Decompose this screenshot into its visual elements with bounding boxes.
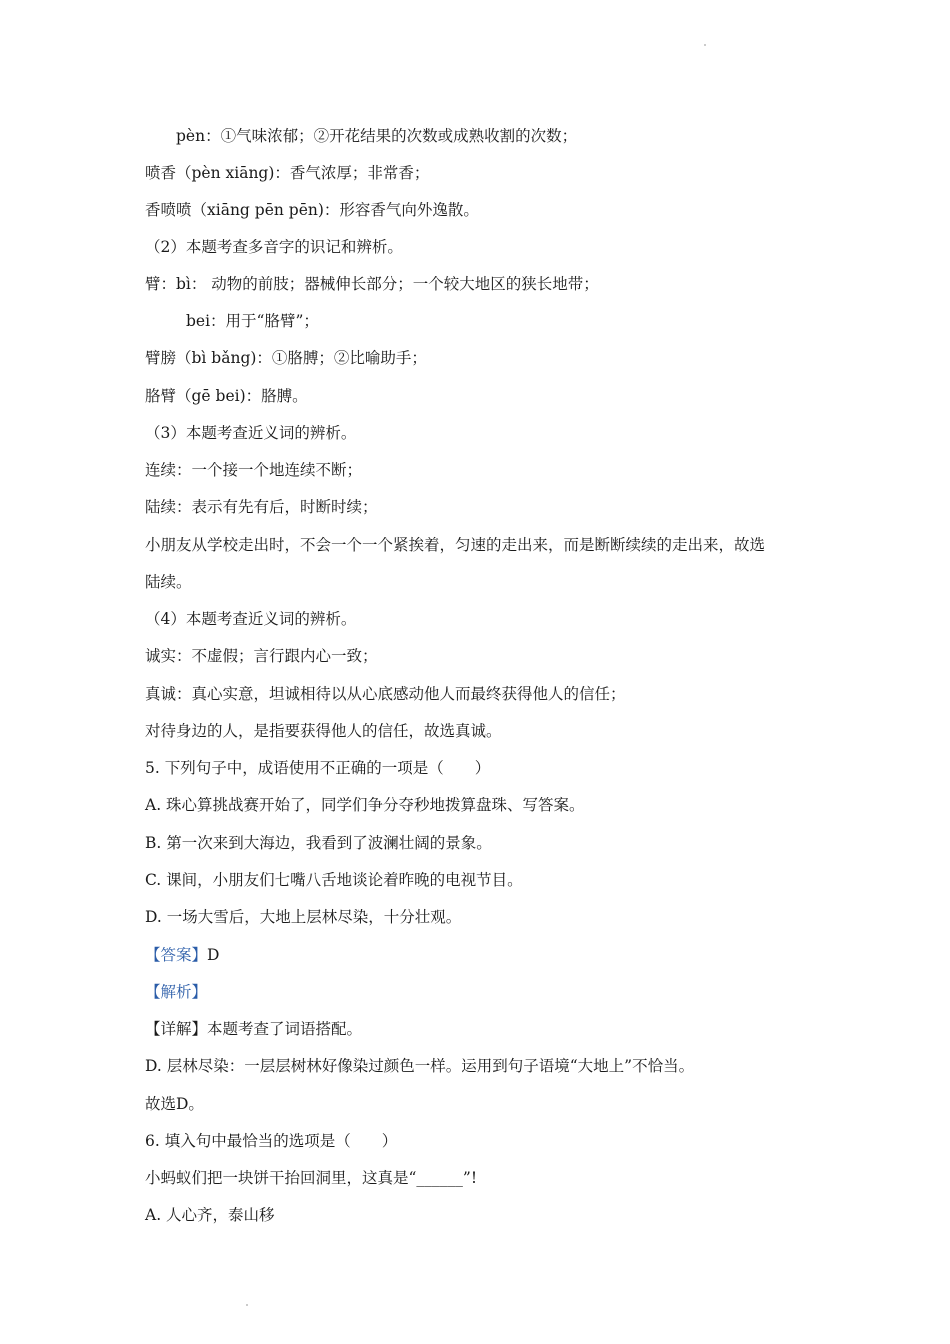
option-a: A. 珠心算挑战赛开始了，同学们争分夺秒地拨算盘珠、写答案。 xyxy=(145,796,585,814)
text-line: 陆续。 xyxy=(145,573,192,591)
scan-dot xyxy=(246,1304,248,1306)
analysis-label: 【解析】 xyxy=(145,983,208,1001)
text-line: D. 层林尽染：一层层树林好像染过颜色一样。运用到句子语境“大地上”不恰当。 xyxy=(145,1057,695,1075)
text-line: 小朋友从学校走出时，不会一个一个紧挨着，匀速的走出来，而是断断续续的走出来，故选 xyxy=(145,536,766,554)
option-c: C. 课间，小朋友们七嘴八舌地谈论着昨晚的电视节目。 xyxy=(145,871,523,889)
text-line: 喷香（pèn xiāng)：香气浓厚；非常香； xyxy=(145,164,430,182)
text-line: 香喷喷（xiāng pēn pēn)：形容香气向外逸散。 xyxy=(145,201,479,219)
answer-line xyxy=(145,945,820,965)
text-line: 胳臂（gē bei)：胳膊。 xyxy=(145,387,308,405)
analysis-line xyxy=(145,982,820,1002)
text-line: （4）本题考查近义词的辨析。 xyxy=(145,610,357,628)
text-line: 真诚：真心实意，坦诚相待以从心底感动他人而最终获得他人的信任； xyxy=(145,685,626,703)
text-line: 连续：一个接一个地连续不断； xyxy=(145,461,363,479)
detail-line: 【详解】本题考查了词语搭配。 xyxy=(145,1020,363,1038)
option-b: B. 第一次来到大海边，我看到了波澜壮阔的景象。 xyxy=(145,834,492,852)
text-line: bei：用于“胳臂”； xyxy=(186,312,319,330)
text-line: pèn：①气味浓郁；②开花结果的次数或成熟收割的次数； xyxy=(176,127,578,145)
text-line: 小蚂蚁们把一块饼干抬回洞里，这真是“______”! xyxy=(145,1169,478,1187)
text-line: 臂：bì： 动物的前肢；器械伸长部分；一个较大地区的狭长地带； xyxy=(145,275,599,293)
question-6: 6. 填入句中最恰当的选项是（ ） xyxy=(145,1132,398,1150)
scan-dot xyxy=(704,44,706,46)
option-a: A. 人心齐，泰山移 xyxy=(145,1206,275,1224)
answer-value: D xyxy=(207,946,220,964)
text-line: （2）本题考查多音字的识记和辨析。 xyxy=(145,238,403,256)
option-d: D. 一场大雪后，大地上层林尽染，十分壮观。 xyxy=(145,908,462,926)
text-line: 诚实：不虚假；言行跟内心一致； xyxy=(145,647,378,665)
question-5: 5. 下列句子中，成语使用不正确的一项是（ ） xyxy=(145,759,491,777)
text-line: 陆续：表示有先有后，时断时续； xyxy=(145,498,378,516)
text-line: 臂膀（bì bǎng)：①胳膊；②比喻助手； xyxy=(145,349,427,367)
text-line: （3）本题考查近义词的辨析。 xyxy=(145,424,357,442)
text-line: 对待身边的人，是指要获得他人的信任，故选真诚。 xyxy=(145,722,502,740)
answer-label: 【答案】 xyxy=(145,946,208,964)
text-line: 故选D。 xyxy=(145,1095,204,1113)
